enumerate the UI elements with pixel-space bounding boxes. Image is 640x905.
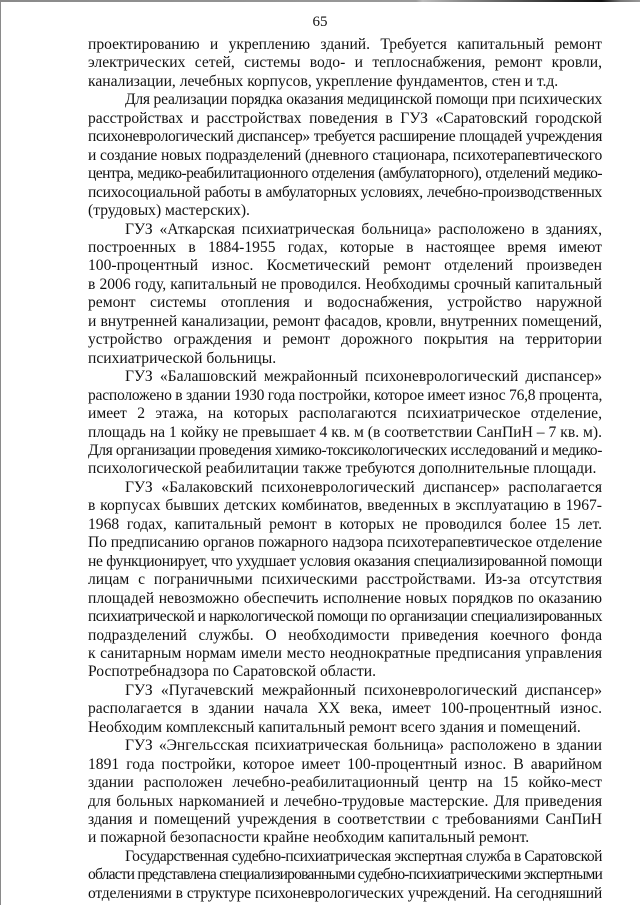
paragraph: [88, 682, 602, 737]
text-line: психологической реабилитации также требуются дополнительные площади.: [88, 460, 597, 478]
paragraph: [88, 848, 602, 903]
text-line: ГУЗ «Аткарская психиатрическая больница» расположено в зданиях,: [125, 220, 602, 238]
text-line: Необходим комплексный капитальный ремонт всего здания и помещений.: [88, 718, 581, 736]
text-line: площадей невозможно обеспечить исполнение новых порядков по оказанию: [88, 589, 602, 607]
text-line: не функционирует, что ухудшает условия оказания специализированной помощи: [88, 552, 602, 570]
text-line: 1968 годах, капитальный ремонт в которых не проводился более 15 лет.: [88, 515, 602, 533]
text-line: в 2006 году, капитальный не проводился. Необходимы срочный капитальный: [88, 275, 602, 293]
text-line: и внутренней канализации, ремонт фасадов, кровли, внутренних помещений,: [88, 312, 602, 330]
text-line: подразделений службы. О необходимости приведения коечного фонда: [88, 626, 602, 644]
document-body: [88, 36, 602, 903]
text-line: психиатрической больницы.: [88, 349, 277, 367]
paragraph: [88, 36, 602, 91]
text-line: здании расположен лечебно-реабилитационный центр на 15 койко-мест: [88, 774, 602, 792]
text-line: ГУЗ «Энгельсская психиатрическая больница» расположено в здании: [125, 737, 602, 755]
scan-edge-left: [0, 0, 1, 905]
page-number: 65: [312, 14, 328, 30]
text-line: для больных наркоманией и лечебно-трудовые мастерские. Для приведения: [88, 792, 602, 810]
text-line: психиатрической и наркологической помощи по организации специализированных: [88, 608, 602, 626]
text-line: и создание новых подразделений (дневного стационара, психотерапевтического: [88, 146, 602, 164]
text-line: в корпусах бывших детских комбинатов, введенных в эксплуатацию в 1967-: [88, 497, 602, 515]
text-line: построенных в 1884-1955 годах, которые в настоящее время имеют: [88, 238, 602, 256]
text-line: канализации, лечебных корпусов, укрепление фундаментов, стен и т.д.: [88, 72, 559, 90]
text-line: По предписанию органов пожарного надзора психотерапевтическое отделение: [88, 534, 602, 552]
text-line: психосоциальной работы в амбулаторных условиях, лечебно-производственных: [88, 183, 602, 201]
text-line: Государственная судебно-психиатрическая экспертная служба в Саратовской: [125, 847, 602, 865]
text-line: Для организации проведения химико-токсикологических исследований и медико-: [88, 441, 602, 459]
text-line: располагается в здании начала XX века, имеет 100-процентный износ.: [88, 700, 602, 718]
text-line: проектированию и укреплению зданий. Требуется капитальный ремонт: [88, 36, 602, 53]
text-line: Для реализации порядка оказания медицинской помощи при психических: [125, 91, 602, 109]
text-line: лицам с пограничными психическими расстройствами. Из-за отсутствия: [88, 571, 602, 589]
text-line: и пожарной безопасности крайне необходим капитальный ремонт.: [88, 829, 530, 847]
text-line: к санитарным нормам имели место неоднократные предписания управления: [88, 644, 602, 662]
text-line: ГУЗ «Пугачевский межрайонный психоневрологический диспансер»: [125, 681, 602, 699]
text-line: 100-процентный износ. Косметический ремонт отделений произведен: [88, 257, 602, 275]
text-line: области представлена специализированными судебно-психиатрическими экспертными: [88, 866, 602, 884]
text-line: Роспотребнадзора по Саратовской области.: [88, 663, 376, 681]
text-line: расположено в здании 1930 года постройки, которое имеет износ 76,8 процента,: [88, 386, 603, 404]
text-line: устройство ограждения и ремонт дорожного покрытия на территории: [88, 331, 602, 349]
text-line: ГУЗ «Балаковский психоневрологический диспансер» располагается: [125, 478, 602, 496]
paragraph: [88, 737, 602, 848]
paragraph: [88, 221, 602, 369]
text-line: площадь на 1 койку не превышает 4 кв. м (в соответствии СанПиН – 7 кв. м).: [88, 423, 602, 441]
text-line: психоневрологический диспансер» требуется расширение площадей учреждения: [88, 128, 602, 146]
paragraph: [88, 91, 602, 220]
scan-edge-top: [0, 0, 640, 2]
text-line: электрических сетей, системы водо- и теплоснабжения, ремонт кровли,: [88, 54, 602, 72]
text-line: ГУЗ «Балашовский межрайонный психоневрологический диспансер»: [125, 368, 602, 386]
text-line: здания и помещений учреждения в соответствии с требованиями СанПиН: [88, 811, 602, 829]
paragraph: [88, 479, 602, 682]
paragraph: [88, 368, 602, 479]
text-line: имеет 2 этажа, на которых располагаются психиатрическое отделение,: [88, 405, 602, 423]
text-line: 1891 года постройки, которое имеет 100-процентный износ. В аварийном: [88, 755, 602, 773]
text-line: центра, медико-реабилитационного отделения (амбулаторного), отделений медико-: [88, 165, 602, 183]
text-line: (трудовых) мастерских).: [88, 202, 250, 220]
text-line: расстройствах и расстройствах поведения в ГУЗ «Саратовский городской: [88, 109, 602, 127]
text-line: отделениями в структуре психоневрологических учреждений. На сегодняшний: [88, 884, 602, 902]
text-line: ремонт системы отопления и водоснабжения, устройство наружной: [88, 294, 602, 312]
